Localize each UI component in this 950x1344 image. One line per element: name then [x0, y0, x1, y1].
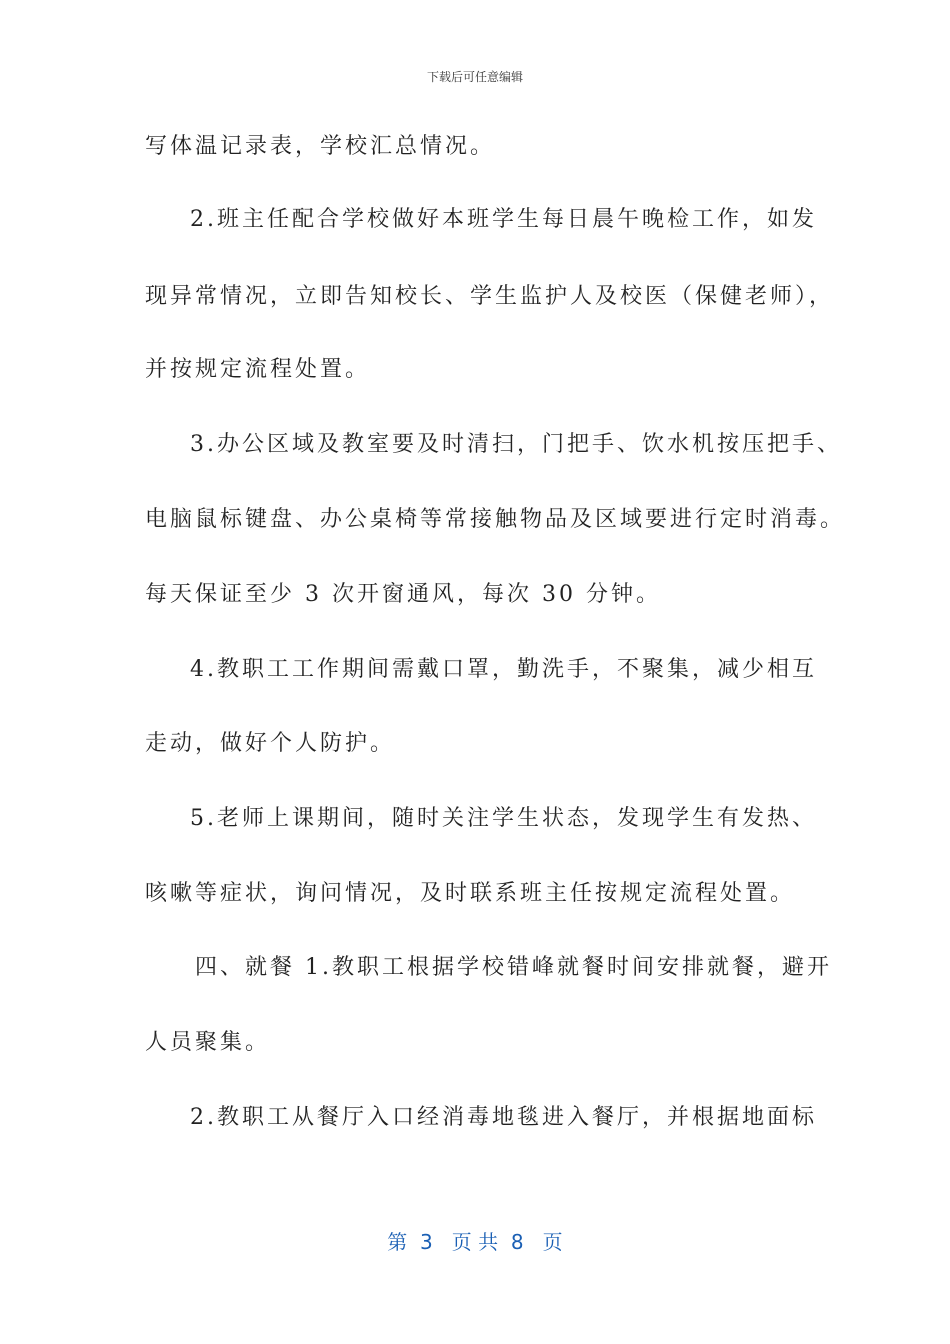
- page-header: 下载后可任意编辑: [426, 70, 523, 84]
- paragraph-line: 4.教职工工作期间需戴口罩，勤洗手，不聚集，减少相互: [190, 657, 817, 682]
- paragraph-line: 2.教职工从餐厅入口经消毒地毯进入餐厅，并根据地面标: [190, 1105, 817, 1130]
- page-footer: 第 3 页 共 8 页: [387, 1230, 563, 1254]
- paragraph-line: 现异常情况，立即告知校长、学生监护人及校医（保健老师），: [145, 284, 835, 309]
- paragraph-line: 2.班主任配合学校做好本班学生每日晨午晚检工作，如发: [190, 207, 817, 232]
- paragraph-line: 四、就餐 1.教职工根据学校错峰就餐时间安排就餐，避开: [195, 955, 832, 980]
- paragraph-line: 3.办公区域及教室要及时清扫，门把手、饮水机按压把手、: [190, 432, 842, 457]
- paragraph-line: 电脑鼠标键盘、办公桌椅等常接触物品及区域要进行定时消毒。: [145, 507, 846, 532]
- paragraph-line: 5.老师上课期间，随时关注学生状态，发现学生有发热、: [190, 806, 817, 831]
- paragraph-line: 每天保证至少 3 次开窗通风，每次 30 分钟。: [145, 582, 661, 607]
- paragraph-line: 人员聚集。: [145, 1030, 271, 1055]
- paragraph-line: 走动，做好个人防护。: [145, 731, 396, 756]
- paragraph-line: 并按规定流程处置。: [145, 357, 371, 382]
- paragraph-line: 咳嗽等症状，询问情况，及时联系班主任按规定流程处置。: [145, 881, 796, 906]
- paragraph-line: 写体温记录表，学校汇总情况。: [145, 134, 496, 159]
